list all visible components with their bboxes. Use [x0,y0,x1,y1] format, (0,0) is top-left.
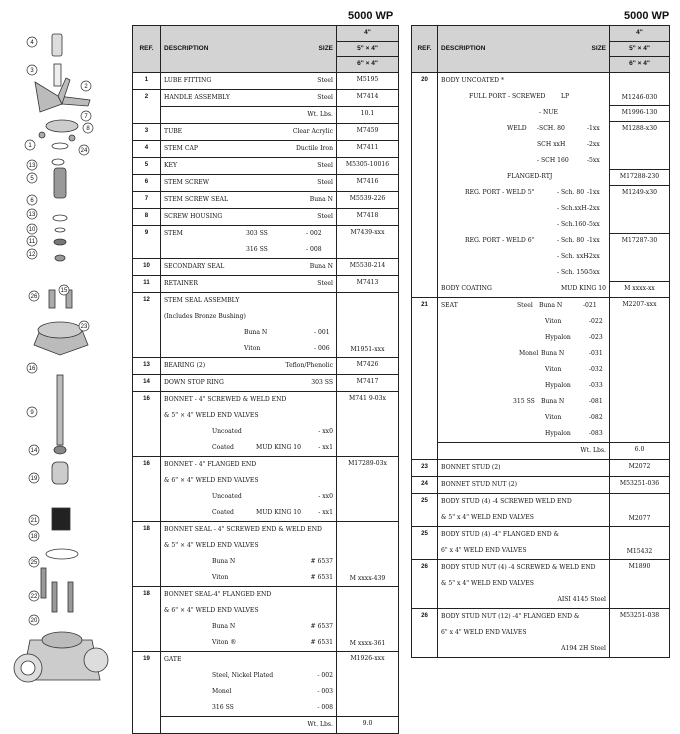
table-row: 5 KEY Steel M5305-10016 [133,158,399,175]
table-row: 8 SCREW HOUSING Steel M7418 [133,209,399,226]
table-row: - NUE M1996-130 [412,105,670,121]
table-row: 19 GATE Steel, Nickel Plated - 002 Monel - 003 316 SS - 008 M1926-xxx [133,652,399,717]
col-ref: REF. [412,26,438,73]
table-row: 3 TUBE Clear Acrylic M7459 [133,124,399,141]
table-row: 18 BONNET SEAL-4" FLANGED END & 6" × 4" WELD END VALVES Buna N # 6537 Viton ® # 6531 M xxxx-361 [133,587,399,652]
table-row: 21 SEAT Steel Buna N -021 Viton -022 Hypalon -023 Monel Buna N -031 Viton -032 Hypalon -033 315 SS Buna N -081 Viton -082 Hypalon -083 M2207-xxx [412,298,670,443]
table-row: Wt. Lbs. 9.0 [133,717,399,734]
callout-label: 13 [28,163,36,169]
callout-label: 3 [30,68,34,74]
pressure-rating-left: 5000 WP [348,10,394,22]
callout-label: 8 [86,126,90,132]
table-row: WELD -SCH. 80 -1xx SCH xxH -2xx - SCH 160 -5xx M1288-x30 [412,121,670,169]
callout-label: 18 [30,534,38,540]
parts-table-right [411,25,670,658]
table-row: Wt. Lbs. 6.0 [412,443,670,460]
table-row: 6 STEM SCREW Steel M7416 [133,175,399,192]
callout-label: 9 [30,410,34,416]
table-row: 26 BODY STUD NUT (12) -4" FLANGED END & 6" x 4" WELD END VALVES A194 2H Steel M53251-038 [412,609,670,658]
callout-label: 2 [84,84,88,90]
callout-label: 19 [30,476,38,482]
table-row: BODY COATING MUD KING 10 M xxxx-xx [412,281,670,298]
callout-label: 5 [30,176,34,182]
table-row: 10 SECONDARY SEAL Buna N M5530-214 [133,259,399,276]
table-row: 16 BONNET - 4" FLANGED END & 6" × 4" WELD END VALVES Uncoated - xx0 Coated MUD KING 10 - xx1 M17289-03x [133,457,399,522]
callout-label: 12 [28,252,36,258]
table-row: 23 BONNET STUD (2) M2072 [412,460,670,477]
callout-label: 10 [28,227,36,233]
table-row: 25 BODY STUD (4) -4 SCREWED WELD END & 5" x 4" WELD END VALVES M2077 [412,494,670,527]
callout-label: 4 [30,40,34,46]
pressure-rating-right: 5000 WP [624,10,670,22]
table-row: REG. PORT - WELD 5" - Sch. 80 -1xx - Sch.xxH -2xx - Sch.160 -5xx M1249-x30 [412,185,670,233]
table-row: 2 HANDLE ASSEMBLY Steel M7414 [133,90,399,107]
table-row: 18 BONNET SEAL - 4" SCREWED END & WELD END & 5" × 4" WELD END VALVES Buna N # 6537 Viton # 6531 M xxxx-439 [133,522,399,587]
table-row: 20 BODY UNCOATED * FULL PORT - SCREWED LP M1246-030 [412,73,670,106]
callout-label: 14 [30,448,38,454]
table-row: Wt. Lbs. 10.1 [133,107,399,124]
table-row: 26 BODY STUD NUT (4) -4 SCREWED & WELD END & 5" x 4" WELD END VALVES AISI 4145 Steel M1890 [412,560,670,609]
col-size: 4" 5" × 4" 6" × 4" [610,26,670,73]
table-row: 16 BONNET - 4" SCREWED & WELD END & 5" × 4" WELD END VALVES Uncoated - xx0 Coated MUD KING 10 - xx1 M741 9-03x [133,392,399,457]
table-header [412,26,670,73]
table-row: 25 BODY STUD (4) -4" FLANGED END & 6" x 4" WELD END VALVES M15432 [412,527,670,560]
table-row: REG. PORT - WELD 6" - Sch. 80 -1xx - Sch. xxH -2xx - Sch. 150 -5xx M17287-30 [412,233,670,281]
table-row: 13 BEARING (2) Teflon/Phenolic M7426 [133,358,399,375]
callout-label: 25 [30,560,38,566]
callout-label: 7 [84,114,88,120]
col-ref: REF. [133,26,161,73]
callout-label: 6 [30,198,34,204]
table-row: 14 DOWN STOP RING 303 SS M7417 [133,375,399,392]
table-header [133,26,399,73]
callout-label: 15 [60,288,68,294]
table-row: 9 STEM 303 SS - 002 316 SS - 008 M7439-xxx [133,226,399,259]
callout-label: 26 [30,294,38,300]
callout-label: 24 [80,148,88,154]
table-row: 12 STEM SEAL ASSEMBLY (Includes Bronze Bushing) Buna N - 001 Viton - 006 M1951-xxx [133,293,399,358]
callout-label: 16 [28,366,36,372]
callout-label: 1 [28,143,32,149]
table-row: 7 STEM SCREW SEAL Buna N M5539-226 [133,192,399,209]
table-row: 11 RETAINER Steel M7413 [133,276,399,293]
col-size: 4" 5" × 4" 6" × 4" [337,26,399,73]
table-row: FLANGED-RTJ M17288-230 [412,169,670,185]
exploded-parts-diagram [0,0,128,705]
table-row: 1 LUBE FITTING Steel M5195 [133,73,399,90]
parts-table-left [132,25,399,734]
col-description: DESCRIPTION SIZE [438,26,610,73]
table-row: 4 STEM CAP Ductile Iron M7411 [133,141,399,158]
callout-label: 20 [30,618,38,624]
table-row: 24 BONNET STUD NUT (2) M53251-036 [412,477,670,494]
callout-label: 23 [80,324,88,330]
callout-label: 22 [30,594,38,600]
callout-label: 13 [28,212,36,218]
callout-label: 21 [30,518,38,524]
callout-label: 11 [28,239,36,245]
col-description: DESCRIPTION SIZE [161,26,337,73]
